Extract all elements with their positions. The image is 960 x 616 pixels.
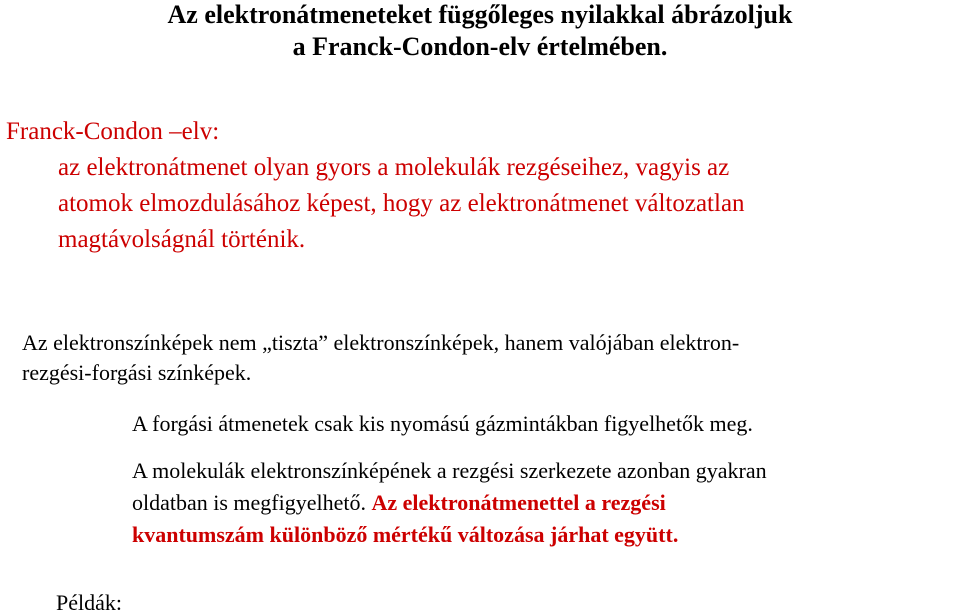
- vibrational-line-1: A molekulák elektronszínképének a rezgési szerkezete azonban gyakran: [132, 458, 767, 483]
- franck-condon-line-1: az elektronátmenet olyan gyors a molekulák rezgéseihez, vagyis az: [58, 154, 730, 181]
- title-line-2: a Franck-Condon-elv értelmében.: [292, 32, 668, 61]
- vibrational-highlight-1: Az elektronátmenettel a rezgési: [371, 490, 666, 515]
- franck-condon-heading: Franck-Condon –elv:: [6, 118, 220, 145]
- rotational-line: A forgási átmenetek csak kis nyomású gázmintákban figyelhetők meg.: [132, 411, 753, 436]
- title-line-1: Az elektronátmeneteket függőleges nyilakkal ábrázoljuk: [167, 0, 793, 29]
- franck-condon-line-2: atomok elmozdulásához képest, hogy az elektronátmenet változatlan: [58, 190, 745, 217]
- spectra-line-1: Az elektronszínképek nem „tiszta” elektronszínképek, hanem valójában elektron-: [22, 330, 740, 355]
- vibrational-plain-text: oldatban is megfigyelhető.: [132, 490, 366, 515]
- spectra-line-2: rezgési-forgási színképek.: [22, 360, 252, 385]
- franck-condon-line-3: magtávolságnál történik.: [58, 226, 306, 253]
- examples-label: Példák:: [56, 590, 122, 615]
- vibrational-line-2: [132, 490, 666, 516]
- vibrational-highlight-2: kvantumszám különböző mértékű változása járhat együtt.: [132, 522, 679, 547]
